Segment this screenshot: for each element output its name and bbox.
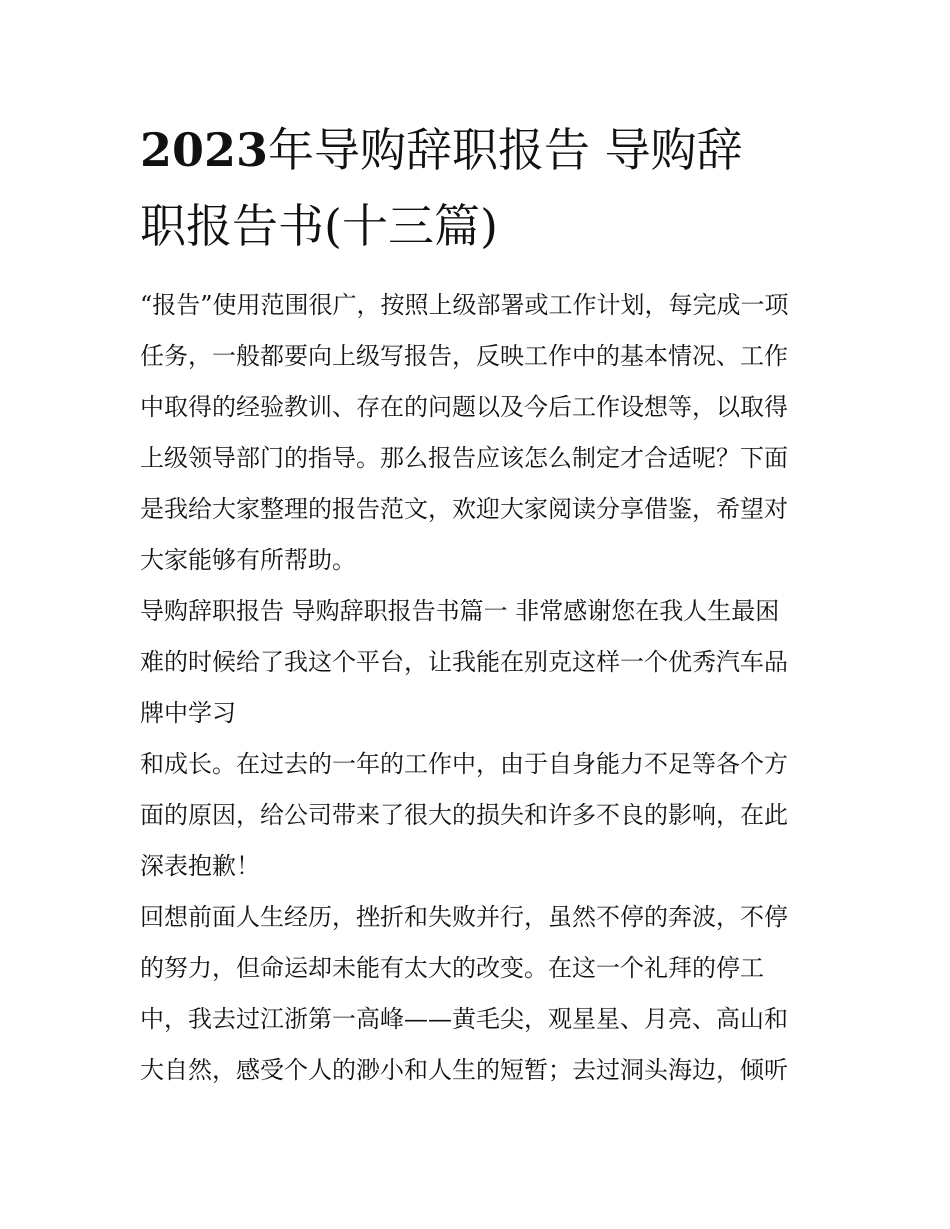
paragraph-2: 和成长。在过去的一年的工作中，由于自身能力不足等各个方 面的原因，给公司带来了很大的损失和许多不良的影响，在此 深表抱歉！ <box>140 750 788 880</box>
paragraph-3: 回想前面人生经历，挫折和失败并行，虽然不停的奔波，不停 的努力，但命运却未能有太大的改变。在这一个礼拜的停工 中，我去过江浙第一高峰——黄毛尖，观星星、月亮、高山和 大自然，感受个人的渺小和人生的短暂；去过洞头海边，倾听 <box>140 903 788 1084</box>
document-body <box>140 280 820 1096</box>
paragraph-1: 导购辞职报告 导购辞职报告书篇一 非常感谢您在我人生最困 难的时候给了我这个平台，让我能在别克这样一个优秀汽车品 牌中学习 <box>140 597 788 727</box>
document-page <box>140 112 820 1096</box>
document-title <box>140 112 820 264</box>
title-year: 2023 <box>140 123 269 177</box>
paragraph-intro: “报告”使用范围很广，按照上级部署或工作计划，每完成一项 任务，一般都要向上级写报告，反映工作中的基本情况、工作 中取得的经验教训、存在的问题以及今后工作设想等，以取得 上级领导部门的指导。那么报告应该怎么制定才合适呢？下面 是我给大家整理的报告范文，欢迎大家阅读分享借鉴，希望对 大家能够有所帮助。 <box>140 291 789 574</box>
title-text: 年导购辞职报告 导购辞 职报告书(十三篇) <box>140 123 743 253</box>
